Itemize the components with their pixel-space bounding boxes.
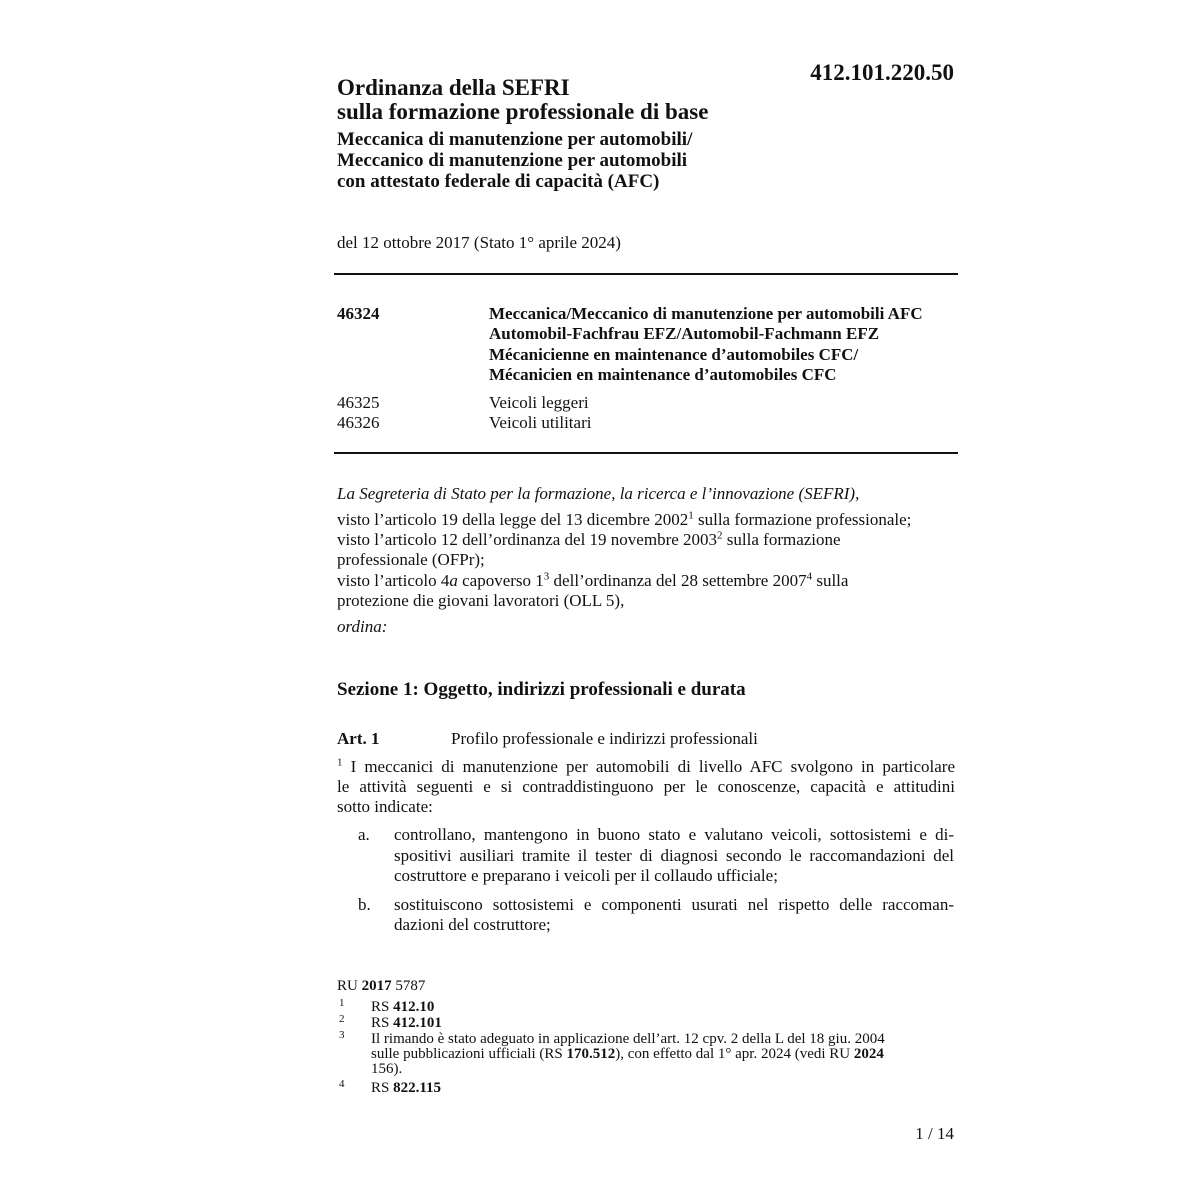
footnote-number: 1 <box>339 997 345 1009</box>
profession-code: 46326 <box>337 413 380 432</box>
preamble-line: visto l’articolo 19 della legge del 13 dicembre 2002$^1$ sulla formazione professionale; <box>337 509 912 529</box>
footnote-ref[interactable]: 3 <box>543 570 550 583</box>
footnote-ref[interactable]: 1 <box>688 509 694 522</box>
footnote-text: 156). <box>371 1061 403 1077</box>
profession-code: 46325 <box>337 393 380 412</box>
document-subtitle-line: Meccanico di manutenzione per automobili <box>337 150 688 171</box>
list-item-line: controllano, mantengono in buono stato e valutano veicoli, sottosistemi e di- <box>394 825 954 844</box>
article-label: Art. 1 <box>337 729 380 748</box>
profession-name-line: Mécanicienne en maintenance d’automobiles CFC/ <box>489 345 859 364</box>
date-line: del 12 ottobre 2017 (Stato 1° aprile 2024) <box>337 233 621 252</box>
document-title-line: sulla formazione professionale di base <box>337 99 709 124</box>
article-paragraph-line: $^1$ I meccanici di manutenzione per automobili di livello AFC svolgono in particolare <box>337 756 955 776</box>
profession-orientation: Veicoli utilitari <box>489 413 592 432</box>
divider-bottom <box>334 452 958 454</box>
section-title: Sezione 1: Oggetto, indirizzi professionali e durata <box>337 679 746 700</box>
footnote-text: RS 412.101 <box>371 1015 442 1031</box>
footnote-ref[interactable]: 4 <box>806 570 813 583</box>
profession-name-line: Automobil-Fachfrau EFZ/Automobil-Fachmann EFZ <box>489 324 880 343</box>
footnote-text: RS 822.115 <box>371 1080 442 1096</box>
profession-name-line: Meccanica/Meccanico di manutenzione per automobili AFC <box>489 304 923 323</box>
list-item-line: sostituiscono sottosistemi e componenti usurati nel rispetto delle raccoman- <box>394 895 954 914</box>
preamble-line: visto l’articolo 4a capoverso $1^3$ dell’ordinanza del 28 settembre 2007$^4$ sulla <box>337 570 849 590</box>
page-number: 1 / 14 <box>915 1124 954 1143</box>
article-paragraph-line: le attività seguenti e si contraddistinguono per le conoscenze, capacità e attitudini <box>337 777 955 796</box>
footnote-text: Il rimando è stato adeguato in applicazione dell’art. 12 cpv. 2 della L del 18 giu. 2004 <box>371 1031 885 1047</box>
document-title-line: Ordinanza della SEFRI <box>337 75 570 100</box>
preamble-authority: La Segreteria di Stato per la formazione, la ricerca e l’innovazione (SEFRI), <box>337 484 860 503</box>
preamble-line: visto l’articolo 12 dell’ordinanza del 19 novembre 2003$^2$ sulla formazione <box>337 529 841 549</box>
footnote-number: 4 <box>339 1078 345 1090</box>
article-paragraph-line: sotto indicate: <box>337 797 433 816</box>
footnote-number: 2 <box>339 1013 345 1025</box>
official-compilation-reference: RU 2017 5787 <box>337 978 426 994</box>
footnote-text: sulle pubblicazioni ufficiali (RS 170.512), con effetto dal 1° apr. 2024 (vedi RU 2024 <box>371 1046 884 1062</box>
list-item-line: costruttore e preparano i veicoli per il collaudo ufficiale; <box>394 866 778 885</box>
document-subtitle-line: Meccanica di manutenzione per automobili/ <box>337 129 693 150</box>
divider-top <box>334 273 958 275</box>
profession-code-main: 46324 <box>337 304 380 323</box>
list-item-line: dazioni del costruttore; <box>394 915 551 934</box>
article-title: Profilo professionale e indirizzi professionali <box>451 729 758 748</box>
sr-number: 412.101.220.50 <box>810 60 954 85</box>
profession-name-line: Mécanicien en maintenance d’automobiles CFC <box>489 365 837 384</box>
document-subtitle-line: con attestato federale di capacità (AFC) <box>337 171 660 192</box>
profession-orientation: Veicoli leggeri <box>489 393 589 412</box>
preamble-ordina: ordina: <box>337 617 388 636</box>
preamble-line: professionale (OFPr); <box>337 550 485 569</box>
preamble-line: protezione die giovani lavoratori (OLL 5), <box>337 591 625 610</box>
footnote-text: RS 412.10 <box>371 999 435 1015</box>
list-item-letter: b. <box>358 895 371 914</box>
list-item-line: spositivi ausiliari tramite il tester di diagnosi secondo le raccomandazioni del <box>394 846 954 865</box>
footnote-ref[interactable]: 2 <box>717 529 723 542</box>
list-item-letter: a. <box>358 825 370 844</box>
footnote-number: 3 <box>339 1029 345 1041</box>
